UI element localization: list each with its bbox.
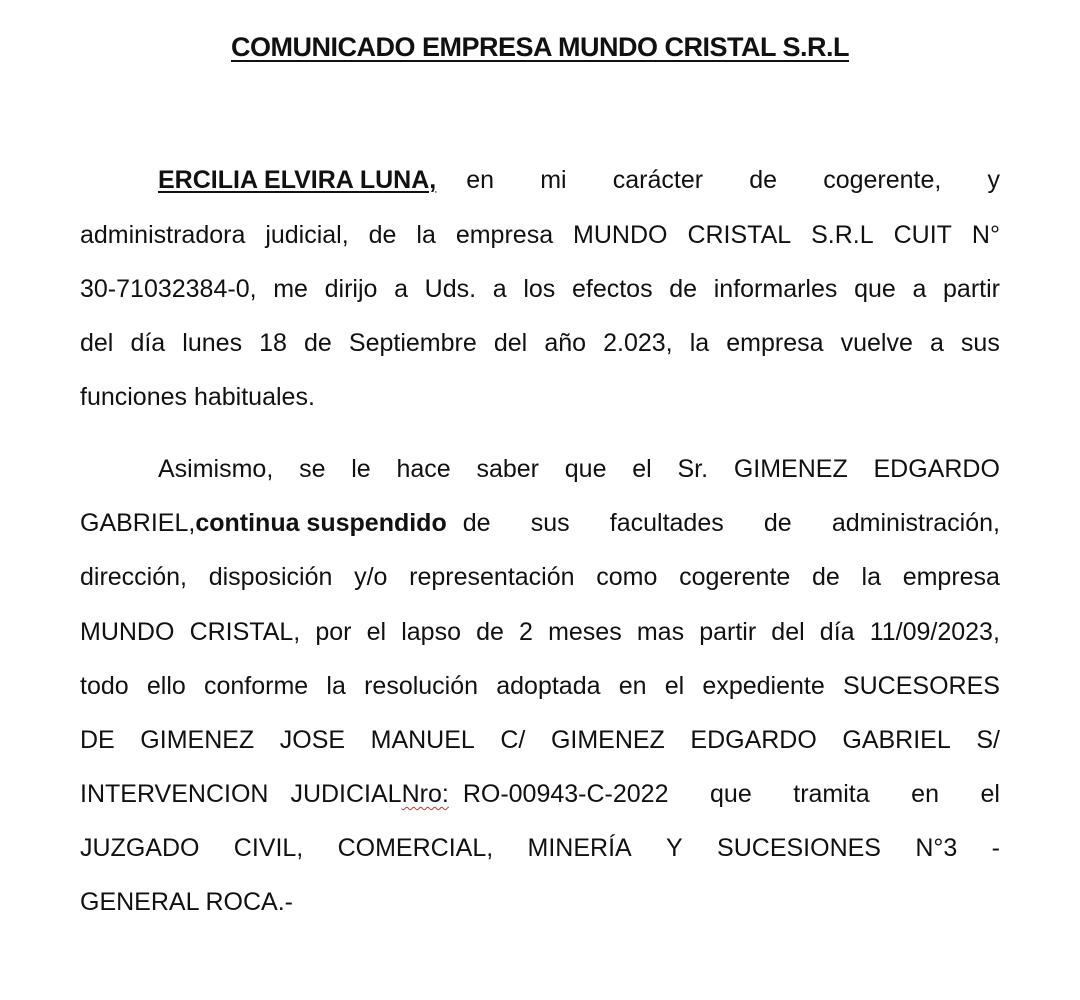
word: el — [366, 618, 387, 646]
signer-name: ERCILIA ELVIRA LUNA, — [158, 166, 437, 194]
word: INTERVENCION — [80, 780, 269, 808]
word: CRISTAL — [687, 221, 792, 249]
word: partir — [699, 618, 757, 646]
p2-line-1 — [158, 454, 1000, 484]
word: a — [394, 275, 408, 303]
word: lapso — [401, 618, 461, 646]
p2-line-3 — [80, 562, 1000, 592]
word: adoptada — [496, 672, 601, 700]
p1-line-5-text: funciones habituales. — [80, 383, 315, 411]
word: como — [596, 563, 658, 591]
word: CIVIL, — [233, 834, 304, 862]
p2-line-2 — [80, 508, 1000, 538]
word: sus — [960, 329, 1000, 357]
word: lunes — [182, 329, 243, 357]
word: 2.023, — [603, 329, 673, 357]
word: cogerente — [679, 563, 791, 591]
word: Sr. — [677, 455, 709, 483]
word: expediente — [702, 672, 825, 700]
p1-line-5 — [80, 382, 1000, 412]
p1-line-2 — [80, 220, 1000, 250]
word: S.R.L — [811, 221, 874, 249]
word: RO-00943-C-2022 — [462, 780, 669, 808]
word: Y — [666, 834, 683, 862]
word: de — [462, 509, 491, 537]
word: y — [987, 166, 1000, 194]
word: DE — [80, 726, 115, 754]
word: tramita — [793, 780, 870, 808]
word: a — [929, 329, 944, 357]
word: partir — [943, 275, 1000, 303]
p2-line-6 — [80, 725, 1000, 755]
word: empresa — [455, 221, 554, 249]
p2-line-7-b — [463, 779, 1000, 809]
word: el — [980, 780, 1000, 808]
word: de — [763, 509, 792, 537]
word: el — [632, 455, 652, 483]
word: SUCESIONES — [717, 834, 881, 862]
p2-line-9 — [80, 887, 1000, 917]
word: GIMENEZ — [733, 455, 848, 483]
p2-gabriel: GABRIEL, — [80, 509, 196, 537]
word: dirijo — [324, 275, 378, 303]
word: de — [812, 563, 840, 591]
title-text: COMUNICADO EMPRESA MUNDO CRISTAL S.R.L — [230, 32, 849, 62]
p2-line-5 — [80, 671, 1000, 701]
word: y/o — [354, 563, 388, 591]
word: EDGARDO — [690, 726, 817, 754]
word: a — [492, 275, 507, 303]
word: la — [861, 563, 881, 591]
suspended-emphasis: continua suspendido — [195, 509, 447, 537]
word: 18 — [259, 329, 287, 357]
document-title — [0, 32, 1080, 63]
word: - — [991, 834, 1000, 862]
word: N°3 — [915, 834, 958, 862]
spellcheck-word: Nro: — [401, 780, 449, 808]
word: mas — [636, 618, 685, 646]
word: en — [618, 672, 647, 700]
word: COMERCIAL, — [337, 834, 494, 862]
word: saber — [476, 455, 539, 483]
word: del — [771, 618, 805, 646]
word: de — [304, 329, 332, 357]
word: S/ — [976, 726, 1000, 754]
word: efectos — [571, 275, 653, 303]
word: de — [368, 221, 397, 249]
word: CUIT — [893, 221, 952, 249]
word: CRISTAL, — [189, 618, 301, 646]
p2-line-7 — [80, 779, 1000, 809]
p2-line-2-rest — [463, 508, 1000, 538]
word: GIMENEZ — [550, 726, 665, 754]
p1-line-1 — [158, 165, 1000, 195]
word: todo — [80, 672, 129, 700]
word: MUNDO — [573, 221, 668, 249]
word: la — [326, 672, 346, 700]
word: se — [299, 455, 326, 483]
word: Septiembre — [348, 329, 477, 357]
word: carácter — [612, 166, 704, 194]
word: que — [710, 780, 752, 808]
word: la — [416, 221, 436, 249]
word: disposición — [208, 563, 333, 591]
word: mi — [540, 166, 567, 194]
word: GIMENEZ — [140, 726, 255, 754]
word: los — [523, 275, 556, 303]
word: 2 — [519, 618, 533, 646]
word: administración, — [831, 509, 1000, 537]
word: empresa — [902, 563, 1000, 591]
word: representación — [409, 563, 575, 591]
p1-line-4 — [80, 328, 1000, 358]
word: del — [80, 329, 114, 357]
word: le — [351, 455, 371, 483]
word: 30-71032384-0, — [80, 275, 257, 303]
word: facultades — [609, 509, 724, 537]
word: por — [315, 618, 352, 646]
word: empresa — [726, 329, 824, 357]
word: C/ — [500, 726, 526, 754]
word: en — [466, 166, 495, 194]
p2-line-9-text: GENERAL ROCA.- — [80, 888, 294, 916]
word: que — [854, 275, 896, 303]
word: día — [819, 618, 855, 646]
word: N° — [971, 221, 1000, 249]
p1-line-3 — [80, 274, 1000, 304]
word: cogerente, — [823, 166, 942, 194]
word: MINERÍA — [527, 834, 632, 862]
word: judicial, — [265, 221, 349, 249]
word: dirección, — [80, 563, 187, 591]
word: informarles — [713, 275, 838, 303]
p2-line-7-a — [80, 779, 402, 809]
word: Asimismo, — [158, 455, 274, 483]
p2-line-4 — [80, 617, 1000, 647]
word: de — [476, 618, 504, 646]
word: el — [664, 672, 685, 700]
word: año — [544, 329, 587, 357]
word: MANUEL — [370, 726, 475, 754]
word: de — [749, 166, 778, 194]
word: día — [130, 329, 166, 357]
p1-line-1-text — [466, 165, 1000, 195]
word: Uds. — [424, 275, 477, 303]
word: GABRIEL — [842, 726, 951, 754]
word: sus — [530, 509, 570, 537]
word: administradora — [80, 221, 246, 249]
word: a — [912, 275, 927, 303]
word: conforme — [204, 672, 309, 700]
word: que — [564, 455, 607, 483]
word: del — [493, 329, 528, 357]
word: en — [911, 780, 939, 808]
word: MUNDO — [80, 618, 175, 646]
word: hace — [396, 455, 451, 483]
p2-line-8 — [80, 833, 1000, 863]
word: meses — [548, 618, 622, 646]
word: JOSE — [279, 726, 346, 754]
word: de — [669, 275, 698, 303]
word: ello — [146, 672, 186, 700]
word: la — [689, 329, 710, 357]
word: resolución — [364, 672, 479, 700]
word: vuelve — [840, 329, 913, 357]
word: SUCESORES — [842, 672, 1000, 700]
word: 11/09/2023, — [869, 618, 1000, 646]
word: JUDICIAL — [290, 780, 402, 808]
word: EDGARDO — [873, 455, 1000, 483]
word: me — [273, 275, 308, 303]
word: JUZGADO — [80, 834, 200, 862]
